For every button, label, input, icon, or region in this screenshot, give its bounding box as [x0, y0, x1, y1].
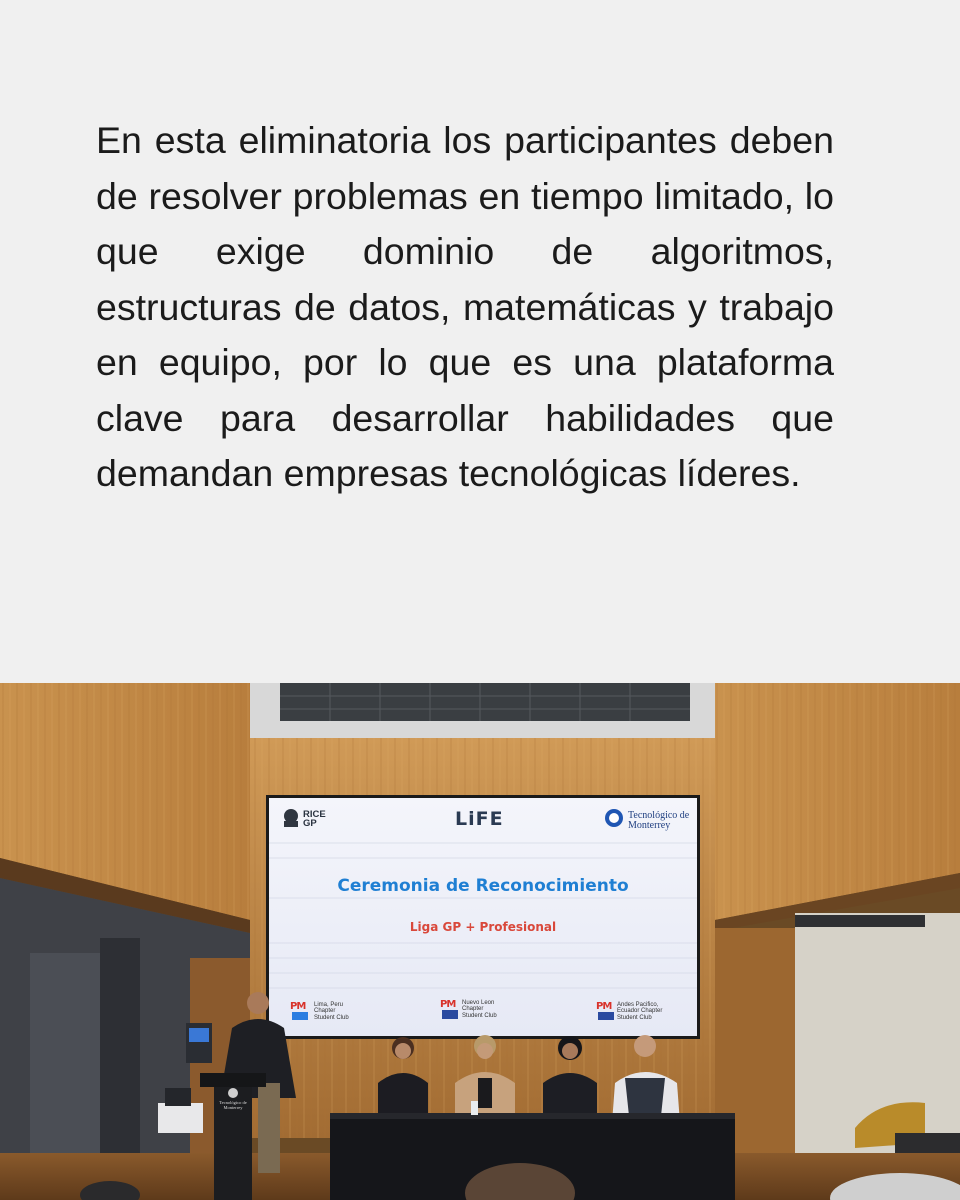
flag-icon [598, 1012, 614, 1020]
pm-badge: PM [596, 1001, 612, 1012]
podium-label: Tecnológico de Monterrey [219, 1100, 247, 1110]
flag-icon [292, 1012, 308, 1020]
screen-title: Ceremonia de Reconocimiento [337, 876, 629, 896]
podium-logo-icon [228, 1088, 238, 1098]
photo-scene [0, 683, 960, 1200]
pm-badge: PM [440, 999, 456, 1010]
event-photo [0, 683, 960, 1200]
chapter-label-andes: Andes Pacifico, Ecuador Chapter Student Club [617, 1002, 663, 1021]
podium-top [200, 1073, 266, 1087]
laptop [158, 1103, 203, 1133]
chapter-label-nuevo-leon: Nuevo Leon Chapter Student Club [462, 1000, 497, 1019]
pm-badge: PM [290, 1001, 306, 1012]
life-logo: LiFE [455, 808, 504, 830]
rice-gp-logo: RICE GP [303, 809, 326, 829]
chapter-label-lima: Lima, Peru Chapter Student Club [314, 1002, 349, 1021]
flag-icon [442, 1010, 458, 1019]
body-paragraph: En esta eliminatoria los participantes deben de resolver problemas en tiempo limitado, lo que exige dominio de algoritmos, estructuras de datos, matemáticas y trabajo en equipo, por lo que es una plataforma clave para desarrollar habilidades que demandan empresas tecnológicas líderes. [96, 119, 834, 494]
ceiling-grid [280, 683, 690, 721]
screen-subtitle: Liga GP + Profesional [409, 920, 557, 934]
rice-gp-icon [284, 809, 298, 823]
tec-logo: Tecnológico de Monterrey [628, 810, 690, 831]
speaker-head [247, 992, 269, 1014]
water-bottle [471, 1101, 478, 1115]
